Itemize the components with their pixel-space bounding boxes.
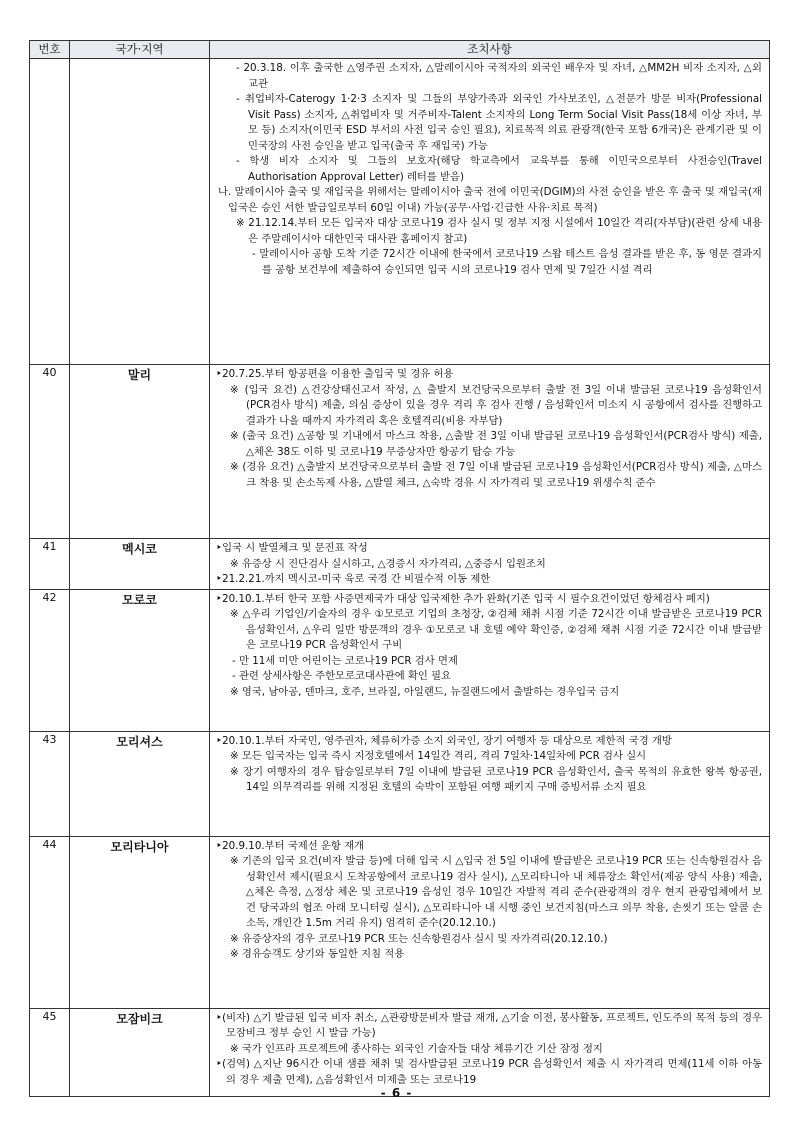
row-num: 45 xyxy=(30,1008,70,1096)
table-row xyxy=(30,589,770,731)
measure-line: ※ 유증상 시 진단검사 실시하고, △경증시 자가격리, △중증시 입원조치 xyxy=(230,557,546,570)
header-country: 국가·지역 xyxy=(70,41,210,59)
page-number: - 6 - xyxy=(380,1086,413,1100)
measures-cell xyxy=(210,1008,770,1096)
measures-cell xyxy=(210,59,770,365)
table-row xyxy=(30,1008,770,1096)
measure-line: ‣입국 시 발열체크 및 문진표 작성 xyxy=(216,542,368,554)
table-row xyxy=(30,731,770,836)
row-num: 41 xyxy=(30,539,70,590)
measure-line: ※ 영국, 남아공, 덴마크, 호주, 브라질, 아일랜드, 뉴질랜드에서 출발하는 경우입국 금지 xyxy=(230,685,620,698)
country-cell xyxy=(70,59,210,365)
measure-line: - 말레이시아 공항 도착 기준 72시간 이내에 한국에서 코로나19 스왑 테스트 음성 결과를 받은 후, 동 영문 결과지를 공항 보건부에 제출하여 승인되면 입국 시의 코로나19 검사 면제 및 7일간 시설 격리 xyxy=(252,248,762,276)
row-country: 모리타니아 xyxy=(70,836,210,1008)
table-row xyxy=(30,836,770,1008)
measure-line: ※ 유증상자의 경우 코로나19 PCR 또는 신속항원검사 실시 및 자가격리(20.12.10.) xyxy=(230,932,608,945)
row-country: 멕시코 xyxy=(70,539,210,590)
measure-line: ※ (경유 요건) △출발지 보건당국으로부터 출발 전 7일 이내 발급된 코로나19 음성확인서(PCR검사 방식) 제출, △마스크 착용 및 손소독제 사용, △발열 체크, △숙박 경유 시 자가격리 및 코로나19 위생수칙 준수 xyxy=(230,461,762,489)
measures-cell xyxy=(210,731,770,836)
measure-line: ※ (출국 요건) △공항 및 기내에서 마스크 착용, △출발 전 3일 이내 발급된 코로나19 음성확인서(PCR검사 방식) 제출, △체온 38도 이하 및 코로나19 무증상자만 항공기 탑승 가능 xyxy=(230,430,762,458)
measure-line: - 만 11세 미만 어린이는 코로나19 PCR 검사 면제 xyxy=(232,654,458,667)
row-num: 42 xyxy=(30,589,70,731)
measure-line: ‣20.10.1.부터 자국민, 영주권자, 체류허가증 소지 외국인, 장기 여행자 등 대상으로 제한적 국경 개방 xyxy=(216,734,672,747)
header-measures: 조치사항 xyxy=(210,41,770,59)
table-header-row xyxy=(30,41,770,59)
measure-line: ‣20.7.25.부터 항공편을 이용한 출입국 및 경유 허용 xyxy=(216,368,454,380)
measure-line: ‣21.2.21.까지 멕시코-미국 육로 국경 간 비필수적 이동 제한 xyxy=(216,573,491,585)
measures-table xyxy=(29,40,770,1097)
table-row-continued xyxy=(30,59,770,365)
measure-line: ※ 기존의 입국 요건(비자 발급 등)에 더해 입국 시 △입국 전 5일 이내에 발급받은 코로나19 PCR 또는 신속항원검사 음성확인서 제시(필요시 도착공항에서 코로나19 검사 실시), △모리타니아 내 체류장소 확인서(제공 양식 사용) 제출, △체온 측정, △정상 체온 및 코로나19 음성인 경우 10일간 자발적 격리 준수(관광객의 경우 현지 관광업체에서 보건 당국과의 협조 아래 모니터링 실시), △모리타니아 내 시행 중인 보건지침(마스크 의무 착용, 손씻기 또는 알콜 손소독, 개인간 1.5m 거리 유지) 엄격히 준수(20.12.10.) xyxy=(230,855,762,929)
measure-line: ※ (입국 요건) △건강상태신고서 작성, △ 출발지 보건당국으로부터 출발 전 3일 이내 발급된 코로나19 음성확인서(PCR검사 방식) 제출, 의심 증상이 있을 경우 격리 후 검사 진행 / 음성확인서 미소지 시 공항에서 검사를 진행하고 결과가 나올 때까지 자가격리 혹은 호텔격리(비용 자부담) xyxy=(230,383,762,427)
measure-line: ‣20.9.10.부터 국제선 운항 재개 xyxy=(216,839,364,852)
measure-line: 나. 말레이시아 출국 및 재입국을 위해서는 말레이시아 출국 전에 이민국(DGIM)의 사전 승인을 받은 후 출국 및 재입국(재입국은 승인 서한 발급일로부터 60일 이내) 가능(공무·사업·긴급한 사유·치료 목적) xyxy=(218,186,762,214)
table-row xyxy=(30,539,770,590)
measure-line: - 취업비자-Caterogy 1·2·3 소지자 및 그들의 부양가족과 외국인 가사보조인, △전문가 방문 비자(Professional Visit Pass) 소지자, △취업비자 및 거주비자-Talent 소지자의 Long Term Social Visit Pass(18세 이상 자녀, 부모 등) 소지자(이민국 ESD 부서의 사전 입국 승인 필요), 치료목적 의료 관광객(한국 포함 6개국)은 관계기관 및 이민국장의 사전 승인을 받고 입국(출국 후 재입국) 가능 xyxy=(236,93,762,152)
measure-line: ‣(비자) △기 발급된 입국 비자 취소, △관광방문비자 발급 재개, △기술 이전, 봉사활동, 프로젝트, 인도주의 목적 등의 경우 모잠비크 정부 승인 시 발급 가능) xyxy=(216,1011,762,1039)
measure-line: ‣(검역) △지난 96시간 이내 샘플 채취 및 검사발급된 코로나19 PCR 음성확인서 제출 시 자가격리 면제(11세 이하 아동의 경우 제출 면제), △음성확인서 미제출 또는 코로나19 xyxy=(216,1058,762,1086)
row-num: 40 xyxy=(30,365,70,539)
row-num: 43 xyxy=(30,731,70,836)
measures-cell xyxy=(210,365,770,539)
measures-cell xyxy=(210,836,770,1008)
measures-cell xyxy=(210,589,770,731)
row-country: 모잠비크 xyxy=(70,1008,210,1096)
measure-line: - 학생 비자 소지자 및 그들의 보호자(해당 학교측에서 교육부를 통해 이민국으로부터 사전승인(Travel Authorisation Approval Letter) 레터를 받음) xyxy=(236,155,762,183)
measure-line: ※ 모든 입국자는 입국 즉시 지정호텔에서 14일간 격리, 격리 7일차·14일차에 PCR 검사 실시 xyxy=(230,750,647,762)
row-num: 44 xyxy=(30,836,70,1008)
row-country: 말리 xyxy=(70,365,210,539)
header-num: 번호 xyxy=(30,41,70,59)
measure-line: ※ 장기 여행자의 경우 탑승일로부터 7일 이내에 발급된 코로나19 PCR 음성확인서, 출국 목적의 유효한 왕복 항공권, 14일 의무격리를 위해 지정된 호텔의 숙박이 포함된 여행 패키지 구매 증빙서류 소지 필요 xyxy=(230,765,762,793)
measure-line: ※ 경유승객도 상기와 동일한 지침 적용 xyxy=(230,948,405,960)
measure-line: ※ △우리 기업인/기술자의 경우 ①모로코 기업의 초청장, ②검체 채취 시점 기준 72시간 이내 발급받은 코로나19 PCR 음성확인서, △우리 일반 방문객의 경우 ①모로코 내 호텔 예약 확인증, ②검체 채취 시점 기준 72시간 이내 발급받은 코로나19 PCR 음성확인서 구비 xyxy=(230,608,762,651)
measure-line: - 관련 상세사항은 주한모로코대사관에 확인 필요 xyxy=(232,670,452,682)
measure-line: ‣20.10.1.부터 한국 포함 사증면제국가 대상 입국제한 추가 완화(기존 입국 시 필수요건이었던 항체검사 폐지) xyxy=(216,592,710,605)
measures-cell xyxy=(210,539,770,590)
measure-line: ※ 21.12.14.부터 모든 입국자 대상 코로나19 검사 실시 및 정부 지정 시설에서 10일간 격리(자부담)(관련 상세 내용은 주말레이시아 대한민국 대사관 홈페이지 참고) xyxy=(236,217,762,245)
row-country: 모로코 xyxy=(70,589,210,731)
measure-line: - 20.3.18. 이후 출국한 △영주권 소지자, △말레이시아 국적자의 외국인 배우자 및 자녀, △MM2H 비자 소지자, △외교관 xyxy=(236,62,762,90)
measure-line: ※ 국가 인프라 프로젝트에 종사하는 외국인 기술자들 대상 체류기간 기산 잠정 정지 xyxy=(230,1042,603,1055)
row-country: 모리셔스 xyxy=(70,731,210,836)
table-row xyxy=(30,365,770,539)
num-cell xyxy=(30,59,70,365)
